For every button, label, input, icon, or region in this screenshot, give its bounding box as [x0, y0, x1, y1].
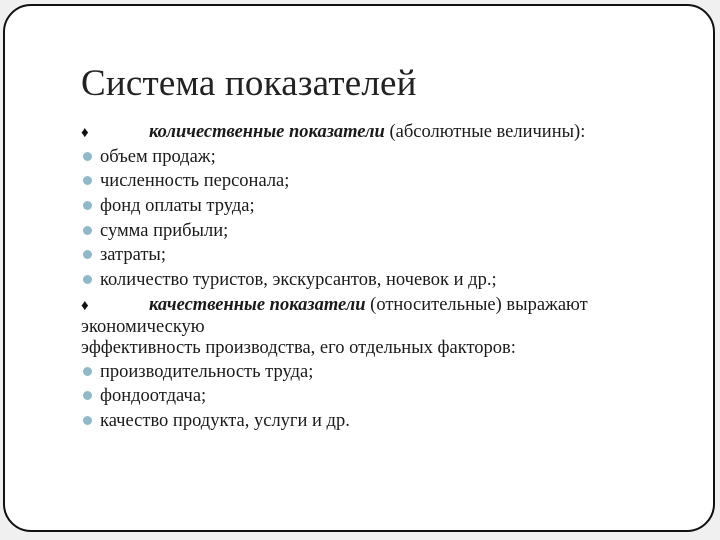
list-item-text: качество продукта, услуги и др. [100, 410, 350, 431]
list-item [81, 194, 696, 219]
dot-bullet-icon [83, 201, 92, 210]
list-item [81, 268, 696, 293]
list-item-text: сумма прибыли; [100, 220, 229, 241]
qualitative-heading-text [149, 293, 588, 318]
qualitative-continuation: эффективность производства, его отдельных факторов: [81, 337, 516, 358]
dot-bullet-icon [83, 176, 92, 185]
list-item [81, 243, 696, 268]
qualitative-heading [81, 293, 696, 318]
dot-bullet-icon [83, 226, 92, 235]
dot-bullet-icon [83, 416, 92, 425]
quantitative-term: количественные показатели [149, 122, 385, 142]
slide [3, 4, 715, 532]
diamond-bullet-icon: ♦ [81, 125, 89, 141]
list-item [81, 360, 696, 385]
list-item [81, 145, 696, 170]
dot-bullet-icon [83, 152, 92, 161]
dot-bullet-icon [83, 250, 92, 259]
dot-bullet-icon [83, 391, 92, 400]
quantitative-heading [81, 120, 696, 145]
qualitative-term: качественные показатели [149, 294, 366, 315]
list-item-text: количество туристов, экскурсантов, ночевок и др.; [100, 270, 497, 291]
list-item-text: численность персонала; [100, 171, 290, 192]
dot-bullet-icon [83, 275, 92, 284]
list-item-text: затраты; [100, 245, 166, 266]
list-item-text: фонд оплаты труда; [100, 196, 255, 217]
list-item [81, 169, 696, 194]
diamond-bullet-icon: ♦ [81, 297, 89, 314]
quantitative-description: (абсолютные величины): [384, 122, 586, 142]
list-item [81, 384, 696, 409]
list-item [81, 219, 696, 244]
slide-title: Система показателей [81, 63, 417, 104]
list-item-text: производительность труда; [100, 361, 314, 382]
qualitative-description: (относительные) выражают [365, 294, 588, 315]
dot-bullet-icon [83, 367, 92, 376]
list-item-text: объем продаж; [100, 146, 216, 167]
slide-body [81, 120, 696, 434]
list-item [81, 409, 696, 434]
qualitative-continuation: экономическую [81, 316, 205, 337]
quantitative-heading-text [149, 120, 585, 145]
list-item-text: фондоотдача; [100, 386, 207, 407]
